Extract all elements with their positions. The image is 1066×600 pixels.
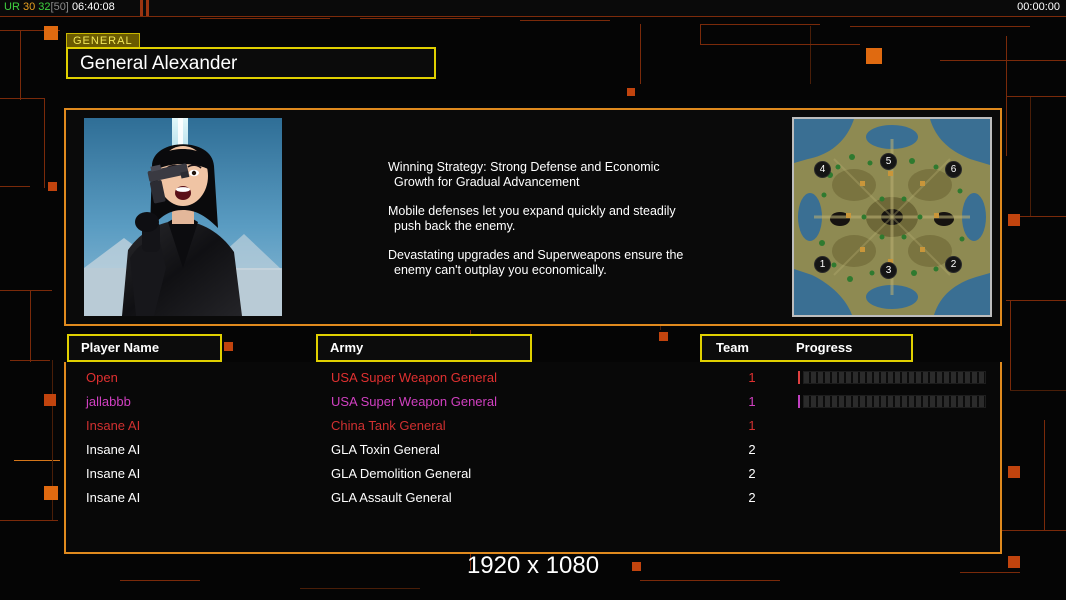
session-timer: 06:40:08 bbox=[71, 1, 115, 13]
player-team-cell: 1 bbox=[748, 418, 756, 433]
column-header-team: Team bbox=[716, 340, 749, 355]
map-start-position-5: 5 bbox=[880, 153, 897, 170]
player-team-cell: 1 bbox=[748, 370, 756, 385]
table-row[interactable] bbox=[66, 464, 1000, 488]
strategy-paragraph-3 bbox=[388, 248, 768, 278]
player-army-cell: GLA Toxin General bbox=[331, 442, 440, 457]
player-army-cell: China Tank General bbox=[331, 418, 446, 433]
map-start-position-4: 4 bbox=[814, 161, 831, 178]
portrait-artwork bbox=[84, 118, 282, 316]
strategy-p3-line2: enemy can't outplay you economically. bbox=[394, 263, 607, 277]
map-start-position-6: 6 bbox=[945, 161, 962, 178]
player-name-cell: jallabbb bbox=[86, 394, 131, 409]
resolution-label: 1920 x 1080 bbox=[466, 552, 600, 579]
player-name-cell: Insane AI bbox=[86, 442, 141, 457]
map-preview[interactable] bbox=[792, 117, 992, 317]
strategy-description bbox=[388, 160, 768, 292]
progress-track bbox=[803, 371, 986, 384]
column-header-team-progress bbox=[700, 334, 913, 362]
map-start-position-2: 2 bbox=[945, 256, 962, 273]
general-info-panel bbox=[64, 108, 1002, 326]
fps-value-2: 32 bbox=[38, 1, 51, 13]
player-army-cell: GLA Assault General bbox=[331, 490, 452, 505]
player-team-cell: 1 bbox=[748, 394, 756, 409]
player-army-cell: GLA Demolition General bbox=[331, 466, 472, 481]
fps-bracket: [50] bbox=[50, 1, 69, 13]
player-army-cell: USA Super Weapon General bbox=[331, 394, 497, 409]
player-team-cell: 2 bbox=[748, 466, 756, 481]
strategy-title-line2: Growth for Gradual Advancement bbox=[394, 175, 580, 189]
player-name-cell: Insane AI bbox=[86, 418, 141, 433]
strategy-p3-line1: Devastating upgrades and Superweapons ensure the bbox=[388, 248, 684, 262]
progress-marker bbox=[798, 395, 800, 408]
player-name-cell: Insane AI bbox=[86, 490, 141, 505]
table-row[interactable] bbox=[66, 416, 1000, 440]
fps-counter bbox=[4, 1, 115, 13]
fps-value: 30 bbox=[22, 1, 36, 13]
player-progress-bar bbox=[798, 371, 986, 384]
strategy-p2-line2: push back the enemy. bbox=[394, 219, 516, 233]
progress-marker bbox=[798, 371, 800, 384]
strategy-paragraph-2 bbox=[388, 204, 768, 234]
column-header-progress: Progress bbox=[796, 340, 853, 355]
column-header-army: Army bbox=[316, 334, 532, 362]
table-row[interactable] bbox=[66, 440, 1000, 464]
strategy-title bbox=[388, 160, 768, 190]
map-start-position-1: 1 bbox=[814, 256, 831, 273]
column-header-player-name: Player Name bbox=[67, 334, 222, 362]
map-preview-image bbox=[794, 119, 990, 315]
strategy-title-line1: Winning Strategy: Strong Defense and Economic bbox=[388, 160, 660, 174]
player-list-panel bbox=[64, 362, 1002, 554]
player-team-cell: 2 bbox=[748, 490, 756, 505]
strategy-p2-line1: Mobile defenses let you expand quickly and steadily bbox=[388, 204, 676, 218]
map-start-position-3: 3 bbox=[880, 262, 897, 279]
player-progress-bar bbox=[798, 395, 986, 408]
general-name-box[interactable] bbox=[66, 47, 436, 79]
table-row[interactable] bbox=[66, 368, 1000, 392]
table-row[interactable] bbox=[66, 488, 1000, 512]
fps-prefix: UR bbox=[4, 1, 20, 13]
player-name-cell: Open bbox=[86, 370, 118, 385]
general-name: General Alexander bbox=[80, 53, 238, 74]
player-army-cell: USA Super Weapon General bbox=[331, 370, 497, 385]
progress-track bbox=[803, 395, 986, 408]
player-table-headers bbox=[64, 334, 1002, 362]
top-status-bar bbox=[0, 0, 1066, 17]
table-row[interactable] bbox=[66, 392, 1000, 416]
general-label-tab: GENERAL bbox=[66, 33, 140, 49]
game-clock: 00:00:00 bbox=[1017, 1, 1060, 13]
general-portrait bbox=[84, 118, 282, 316]
player-team-cell: 2 bbox=[748, 442, 756, 457]
player-name-cell: Insane AI bbox=[86, 466, 141, 481]
